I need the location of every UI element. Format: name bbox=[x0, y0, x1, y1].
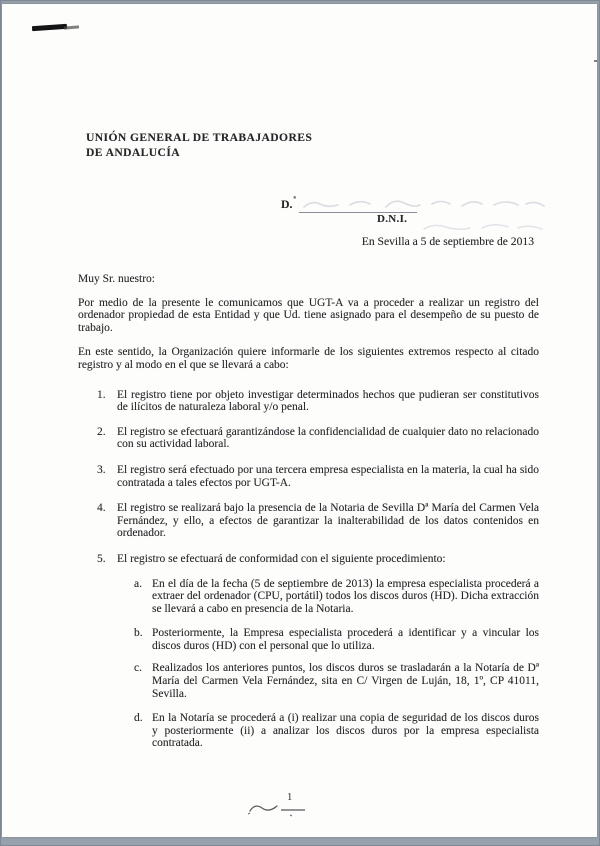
item-marker: d. bbox=[134, 712, 143, 725]
item-text: El registro se efectuará de conformidad con el siguiente procedimiento: bbox=[117, 552, 446, 565]
item-text: El registro será efectuado por una tercera empresa especialista en la materia, la cual ha sido contratada a tales efectos por UGT-A. bbox=[117, 463, 539, 489]
item-marker: 1. bbox=[97, 388, 106, 401]
lettered-item-d bbox=[78, 712, 539, 750]
redaction-mark bbox=[32, 24, 67, 31]
numbered-item-3 bbox=[78, 464, 539, 489]
letter-page bbox=[2, 4, 597, 837]
letterhead-line1: UNIÓN GENERAL DE TRABAJADORES bbox=[86, 131, 313, 144]
lettered-item-c bbox=[78, 662, 539, 700]
addressee-prefix: D. bbox=[281, 196, 293, 211]
item-text: Realizados los anteriores puntos, los discos duros se trasladarán a la Notaría de Dª María del Carmen Vela Fernández, sita en C/ Virgen de Luján, 18, 1º, CP 41011, Sevilla. bbox=[152, 662, 539, 700]
page-number: 1 bbox=[287, 792, 293, 803]
item-marker: c. bbox=[134, 662, 142, 675]
scan-speck bbox=[594, 60, 597, 62]
numbered-item-2 bbox=[78, 426, 539, 451]
redaction-mark-tail bbox=[64, 25, 79, 29]
intro-paragraph-2: En este sentido, la Organización quiere informarle de los siguientes extremos respecto al citado registro y al modo en el que se llevará a cabo: bbox=[78, 346, 539, 371]
item-text: El registro se efectuará garantizándose la confidencialidad de cualquier dato no relacionado con su actividad laboral. bbox=[117, 425, 539, 451]
item-text: El registro tiene por objeto investigar determinados hechos que pudieran ser constitutivos de ilícitos de naturaleza laboral y/o penal. bbox=[117, 388, 539, 414]
item-text: Posteriormente, la Empresa especialista procederá a identificar y a vincular los discos duros (HD) con el personal que lo utiliza. bbox=[152, 627, 539, 652]
item-marker: 4. bbox=[97, 502, 106, 515]
item-marker: 2. bbox=[97, 425, 106, 438]
erased-handwriting-trace-right bbox=[422, 220, 547, 234]
item-marker: b. bbox=[134, 627, 143, 640]
item-marker: a. bbox=[134, 577, 142, 590]
lettered-item-b bbox=[78, 627, 539, 652]
dni-label: D.N.I. bbox=[377, 213, 408, 225]
numbered-item-4 bbox=[78, 502, 539, 540]
item-text: En la Notaría se procederá a (i) realizar una copia de seguridad de los discos duros y posteriormente (ii) a analizar los discos duros por la empresa especialista contratada. bbox=[152, 712, 539, 750]
letterhead bbox=[86, 131, 312, 161]
numbered-item-5 bbox=[78, 553, 539, 566]
item-text: En el día de la fecha (5 de septiembre de 2013) la empresa especialista procederá a extraer del ordenador (CPU, portátil) todos los discos duros (HD). Dicha extracción se llevará a cabo en presencia de la Notaria. bbox=[152, 577, 539, 615]
letterhead-line2: DE ANDALUCÍA bbox=[86, 145, 181, 159]
item-text: El registro se realizará bajo la presencia de la Notaria de Sevilla Dª María del Carmen Vela Fernández, y ello, a efectos de garantizar la inalterabilidad de los datos contenidos en ordenador. bbox=[117, 502, 539, 540]
numbered-item-1 bbox=[78, 389, 539, 414]
item-marker: 5. bbox=[97, 552, 106, 565]
addressee-line bbox=[281, 196, 295, 212]
letter-body bbox=[78, 273, 539, 750]
lettered-item-a bbox=[78, 578, 539, 616]
intro-paragraph-1: Por medio de la presente le comunicamos que UGT-A va a proceder a realizar un registro del ordenador propiedad de esta Entidad y que Ud. tiene asignado para el desempeño de su puesto de trabajo. bbox=[78, 296, 539, 334]
item-marker: 3. bbox=[97, 463, 106, 476]
addressee-superscript: ª bbox=[293, 194, 296, 203]
pen-squiggle bbox=[246, 794, 310, 820]
salutation: Muy Sr. nuestro: bbox=[78, 273, 155, 285]
dateline: En Sevilla a 5 de septiembre de 2013 bbox=[361, 235, 534, 248]
